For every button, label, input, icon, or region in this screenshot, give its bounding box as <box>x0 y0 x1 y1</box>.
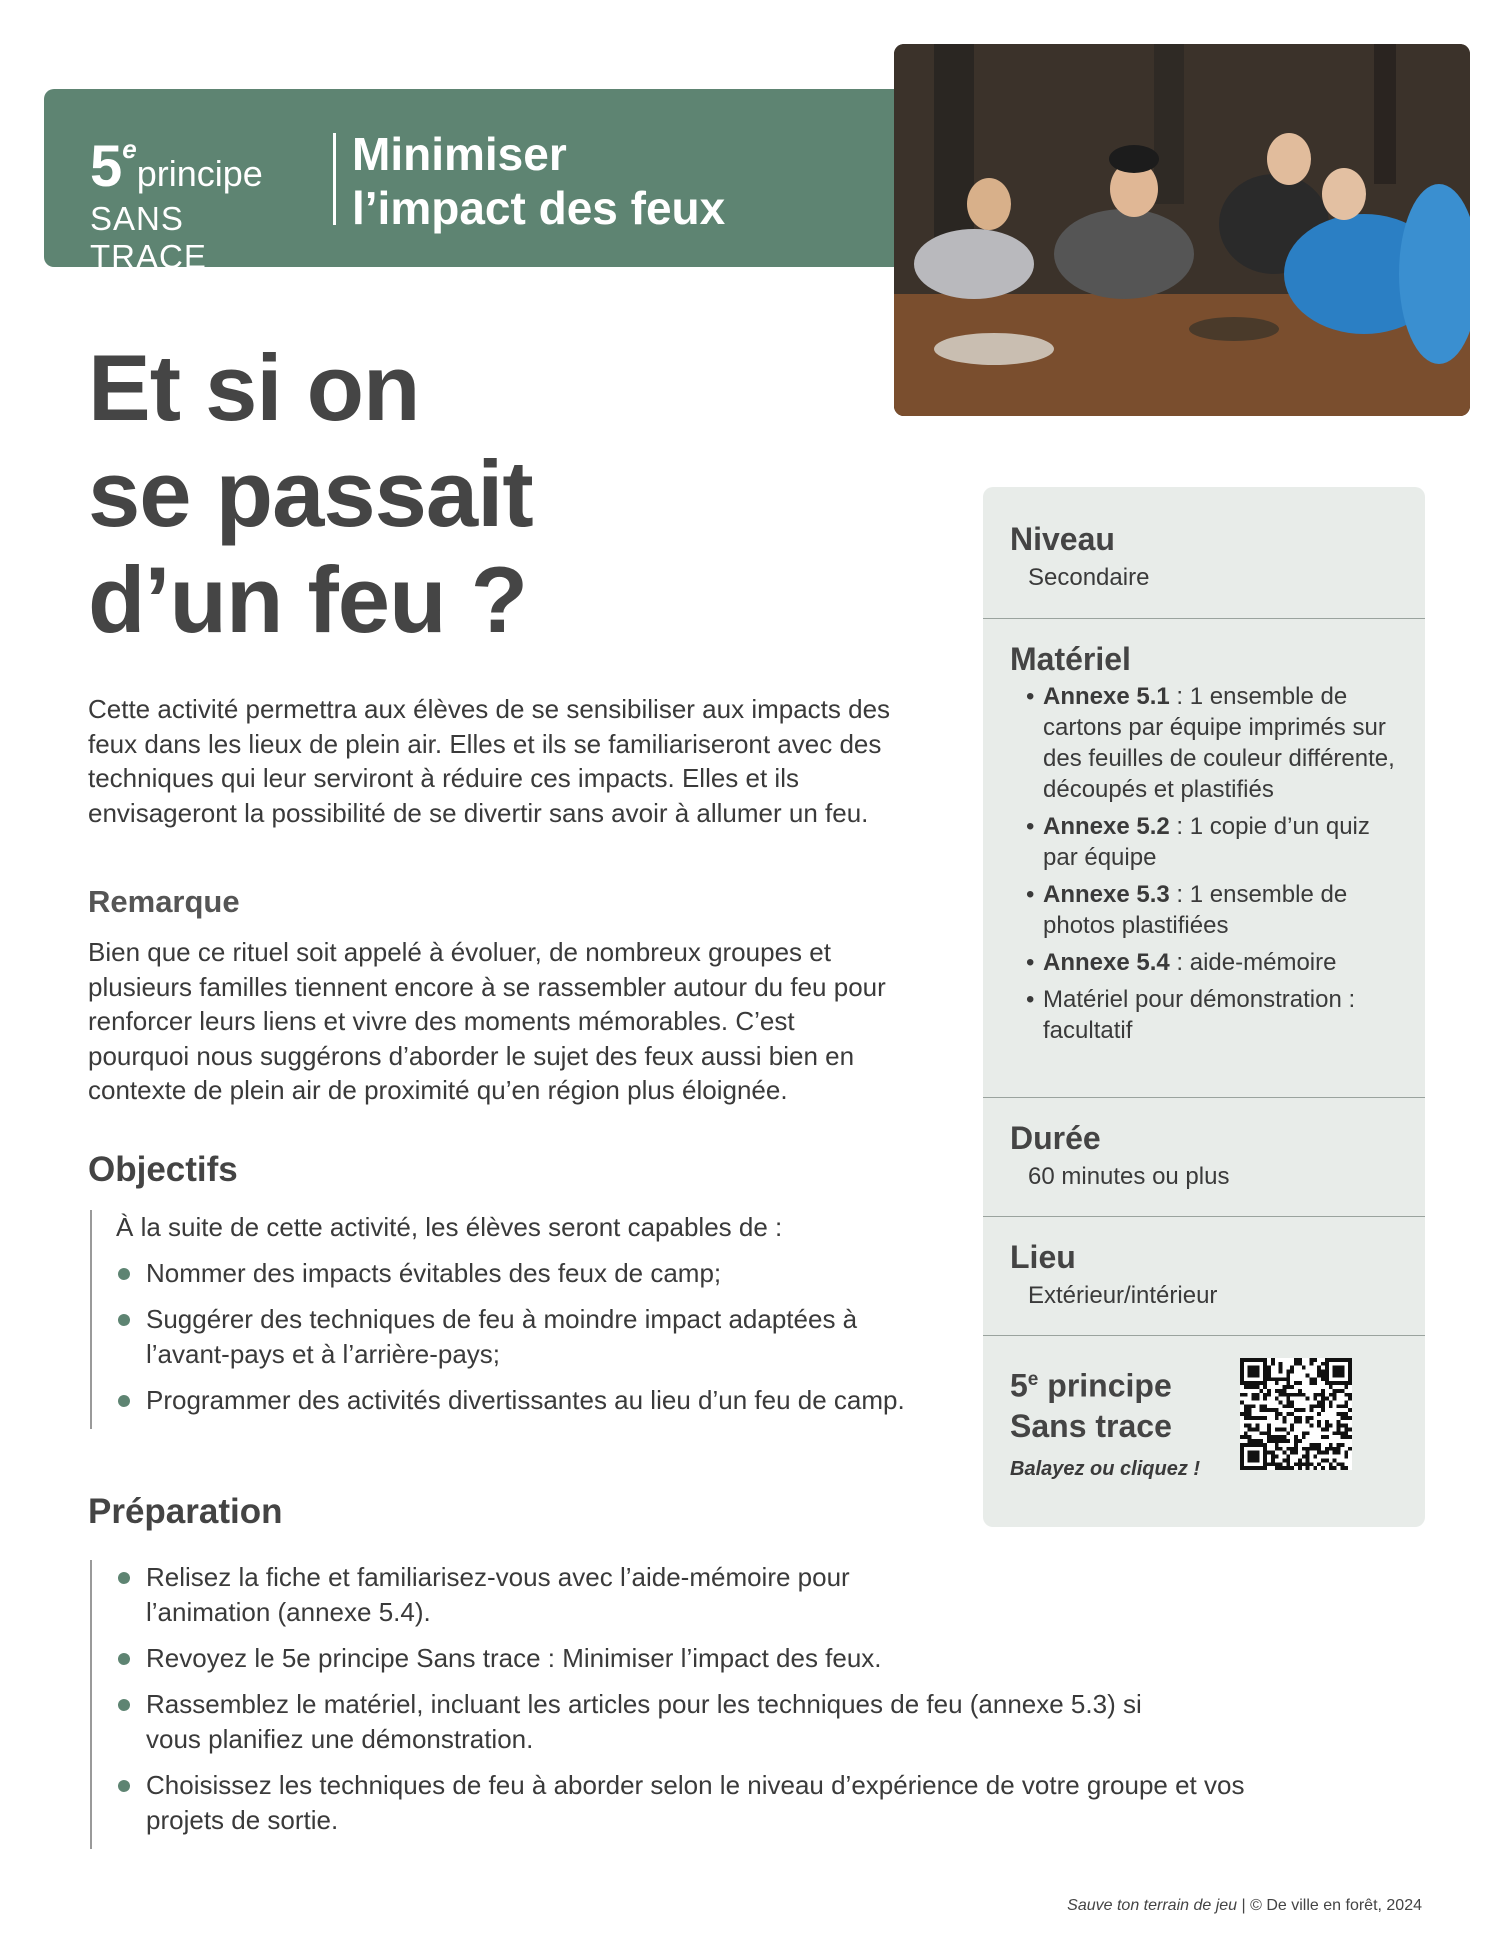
footer-copyright: © De ville en forêt, 2024 <box>1250 1897 1422 1914</box>
annex-text: : aide-mémoire <box>1169 949 1337 976</box>
remarque-paragraph: Bien que ce rituel soit appelé à évoluer, de nombreux groupes et plusieurs familles tiennent encore à se rassembler autour du feu pour renforcer leurs liens et vivre des moments mémorables. C’est pourquoi nous suggérons d’aborder le sujet des feux aussi bien en contexte de plein air de proximité qu’en région plus éloignée. <box>88 937 886 1105</box>
qr-superscript: e <box>1027 1369 1039 1390</box>
duree-section <box>983 1098 1425 1217</box>
qr-title-rest: principe <box>1038 1367 1172 1404</box>
intro-paragraph: Cette activité permettra aux élèves de se sensibiliser aux impacts des feux dans les lieux de plein air. Elles et ils se familiariseront avec des techniques qui leur serviront à réduire ces impacts. Elles et ils envisageront la possibilité de se divertir sans avoir à allumer un feu. <box>88 694 891 828</box>
list-item: Suggérer des techniques de feu à moindre impact adaptées à l’avant-pays et à l’arrière-pays; <box>116 1302 916 1372</box>
duree-title: Durée <box>1010 1120 1101 1156</box>
objectifs-lead: À la suite de cette activité, les élèves seront capables de : <box>116 1212 783 1242</box>
list-item <box>1026 681 1399 805</box>
preparation-list <box>90 1560 1296 1849</box>
qr-section[interactable] <box>983 1336 1425 1481</box>
list-item <box>1026 811 1399 873</box>
annex-label: Annexe 5.4 <box>1043 949 1170 976</box>
list-item: Programmer des activités divertissantes au lieu d’un feu de camp. <box>116 1383 916 1418</box>
list-item <box>1026 947 1399 978</box>
principle-label <box>90 129 295 276</box>
niveau-title: Niveau <box>1010 521 1115 557</box>
page-title-line1: Et si on <box>88 335 420 440</box>
footer-source: Sauve ton terrain de jeu <box>1067 1897 1238 1914</box>
annex-label: Annexe 5.1 <box>1043 683 1170 710</box>
banner-title <box>352 127 725 235</box>
lieu-value: Extérieur/intérieur <box>1028 1282 1218 1309</box>
banner-title-line2: l’impact des feux <box>352 182 726 234</box>
sans-trace-label: SANS TRACE <box>90 200 207 275</box>
list-item <box>1026 879 1399 941</box>
annex-label: Annexe 5.2 <box>1043 813 1170 840</box>
qr-call-to-action[interactable]: Balayez ou cliquez ! <box>1010 1457 1201 1480</box>
page-title <box>88 335 533 653</box>
qr-code-graphic <box>1240 1358 1352 1470</box>
principle-superscript: e <box>122 134 137 164</box>
objectifs-heading: Objectifs <box>88 1150 238 1189</box>
preparation-heading: Préparation <box>88 1492 283 1531</box>
list-item: Choisissez les techniques de feu à aborder selon le niveau d’expérience de votre groupe et vos projets de sortie. <box>116 1768 1286 1838</box>
objectifs-list <box>90 1210 916 1429</box>
banner-title-line1: Minimiser <box>352 128 567 180</box>
lieu-title: Lieu <box>1010 1239 1076 1275</box>
qr-number: 5 <box>1010 1367 1028 1404</box>
campfire-photo <box>894 44 1470 416</box>
principle-number: 5 <box>90 134 123 199</box>
niveau-value: Secondaire <box>1028 564 1150 591</box>
footer-separator: | <box>1237 1897 1251 1914</box>
page-title-line3: d’un feu ? <box>88 547 528 652</box>
list-item: Relisez la fiche et familiarisez-vous avec l’aide-mémoire pour l’animation (annexe 5.4). <box>116 1560 886 1630</box>
qr-code-icon[interactable] <box>1240 1358 1352 1470</box>
annex-text: : 1 ensemble de photos plastifiées <box>1043 881 1348 939</box>
annex-text: : 1 ensemble de cartons par équipe imprimés sur des feuilles de couleur différente, découpés et plastifiés <box>1043 683 1395 803</box>
photo-illustration <box>894 44 1470 416</box>
annex-text: Matériel pour démonstration : facultatif <box>1043 986 1356 1044</box>
annex-text: : 1 copie d’un quiz par équipe <box>1043 813 1370 871</box>
activity-info-sidebar <box>983 487 1425 1527</box>
remarque-heading: Remarque <box>88 884 240 919</box>
list-item: Revoyez le 5e principe Sans trace : Minimiser l’impact des feux. <box>116 1641 1296 1676</box>
list-item: Nommer des impacts évitables des feux de camp; <box>116 1256 916 1291</box>
principle-word: principe <box>136 153 263 194</box>
principle-banner <box>44 89 904 275</box>
page-title-line2: se passait <box>88 441 533 546</box>
page-footer <box>1067 1897 1422 1915</box>
duree-value: 60 minutes ou plus <box>1028 1163 1230 1190</box>
materiel-section <box>983 619 1425 1098</box>
annex-label: Annexe 5.3 <box>1043 881 1170 908</box>
qr-title-line2: Sans trace <box>1010 1407 1172 1444</box>
banner-divider <box>333 133 336 225</box>
materiel-title: Matériel <box>1010 641 1131 677</box>
niveau-section <box>983 487 1425 619</box>
list-item: Rassemblez le matériel, incluant les articles pour les techniques de feu (annexe 5.3) si vous planifiez une démonstration. <box>116 1687 1186 1757</box>
list-item <box>1026 984 1399 1046</box>
lieu-section <box>983 1217 1425 1336</box>
